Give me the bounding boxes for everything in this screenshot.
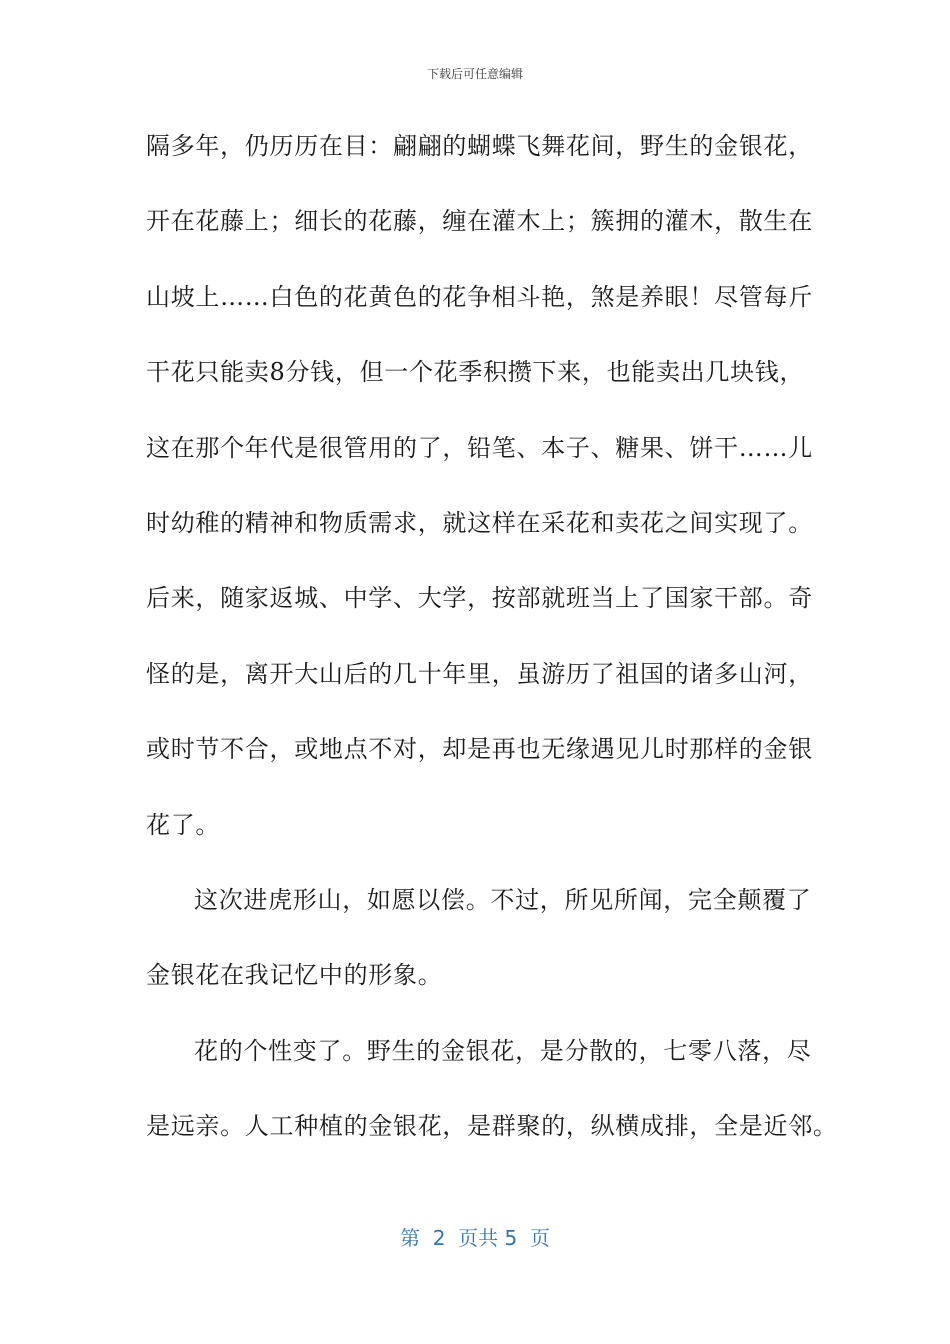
paragraph-first-line: 花的个性变了。野生的金银花，是分散的，七零八落，尽 <box>194 1036 812 1065</box>
text-line: 后来，随家返城、中学、大学，按部就班当上了国家干部。奇 <box>146 584 813 613</box>
text-line: 是远亲。人工种植的金银花，是群聚的，纵横成排，全是近邻。 <box>146 1112 838 1141</box>
text-line: 怪的是，离开大山后的几十年里，虽游历了祖国的诸多山河， <box>146 659 813 688</box>
text-line: 或时节不合，或地点不对，却是再也无缘遇见儿时那样的金银 <box>146 735 813 764</box>
text-line: 花了。 <box>146 810 221 839</box>
text-line: 时幼稚的精神和物质需求，就这样在采花和卖花之间实现了。 <box>146 508 813 537</box>
document-body <box>146 118 838 1173</box>
page-number-footer <box>0 1224 950 1252</box>
page-header: 下载后可任意编辑 <box>426 67 523 81</box>
text-line: 隔多年，仍历历在目：翩翩的蝴蝶飞舞花间，野生的金银花， <box>146 132 813 160</box>
text-line: 山坡上……白色的花黄色的花争相斗艳，煞是养眼！尽管每斤 <box>146 282 813 311</box>
text-line: 开在花藤上；细长的花藤，缠在灌木上；簇拥的灌木，散生在 <box>146 207 813 236</box>
paragraph-first-line: 这次进虎形山，如愿以偿。不过，所见所闻，完全颠覆了 <box>194 885 812 914</box>
text-line: 金银花在我记忆中的形象。 <box>146 961 443 990</box>
text-line: 这在那个年代是很管用的了，铅笔、本子、糖果、饼干……儿 <box>146 433 813 462</box>
text-line: 干花只能卖8分钱，但一个花季积攒下来，也能卖出几块钱， <box>146 358 805 387</box>
page-number-text: 第 2 页共 5 页 <box>400 1226 550 1250</box>
